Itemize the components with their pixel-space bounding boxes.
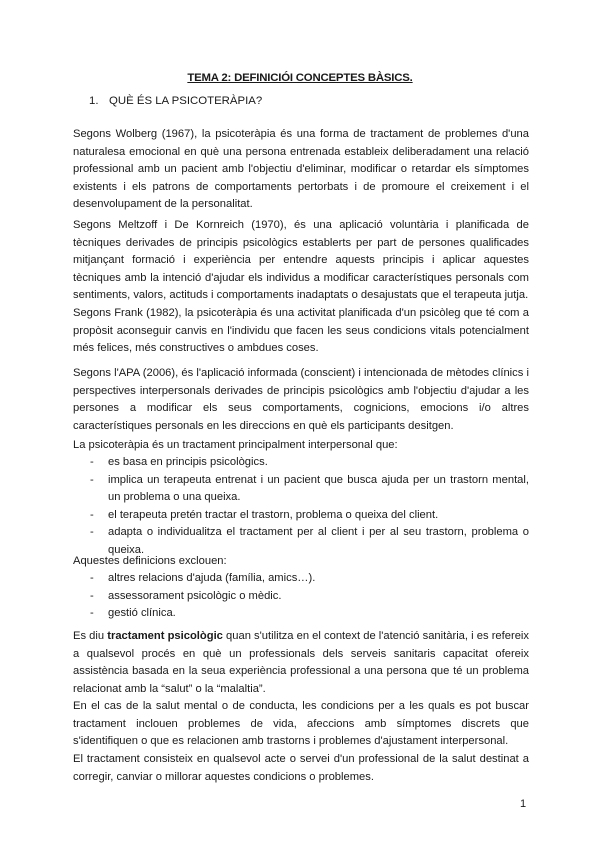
bullet-dash: - bbox=[90, 526, 94, 539]
list-item bbox=[73, 454, 529, 472]
paragraph-consists: El tractament consisteix en qualsevol acte o servei d'un professional de la salut destinat a corregir, canviar o millorar aquestes condicions o problemes. bbox=[73, 753, 529, 783]
section-heading bbox=[89, 95, 262, 107]
bullet-dash: - bbox=[90, 572, 94, 584]
paragraph-frank: Segons Frank (1982), la psicoteràpia és una activitat planificada d'un psicòleg que té com a propòsit aconseguir canvis en l'individu que facen les seus condicions vitals potencialment més felices, més constructives o ambdues coses. bbox=[73, 307, 529, 355]
paragraph-mental: En el cas de la salut mental o de conducta, les condicions per a les quals es pot buscar tractament inclouen problemes de vida, afeccions amb símptomes discrets que s'identifiquen o que es relacionen amb trastorns i problemes d'ajustament interpersonal. bbox=[73, 700, 529, 748]
features-list bbox=[73, 454, 529, 560]
paragraph-apa: Segons l'APA (2006), és l'aplicació informada (conscient) i intencionada de mètodes clínics i perspectives interpersonals derivades de principis psicològics amb l'objectiu d'ajudar a les persones a modificar els seus comportaments, cognicions, emocions i/o altres característiques personals en les direccions en què els participants desitgen. bbox=[73, 367, 529, 432]
list-item-text: adapta o individualitza el tractament per al client i per al seu trastorn, problema o queixa. bbox=[108, 526, 529, 556]
list-item-text: es basa en principis psicològics. bbox=[108, 456, 268, 468]
treatment-prefix: Es diu bbox=[73, 630, 108, 642]
list-item-text: implica un terapeuta entrenat i un pacient que busca ajuda per un trastorn mental, un problema o una queixa. bbox=[108, 473, 529, 504]
list-item bbox=[73, 588, 529, 606]
bullet-dash: - bbox=[90, 589, 94, 602]
list-item bbox=[73, 570, 529, 588]
paragraph-meltzoff: Segons Meltzoff i De Kornreich (1970), és una aplicació voluntària i planificada de tècniques derivades de principis psicològics establerts per part de persones qualificades mitjançant formació i experiència per entendre aquests principis i aplicar aquestes tècniques amb la intenció d'ajudar els individus a modificar característiques personals com sentiments, valors, actituds i comportaments inadaptats o desajustats que el terapeuta jutja. bbox=[73, 219, 529, 302]
section-heading-text: QUÈ ÉS LA PSICOTERÀPIA? bbox=[109, 95, 263, 107]
list-item bbox=[73, 472, 529, 507]
treatment-bold-term: tractament psicològic bbox=[107, 630, 223, 642]
list-item-text: el terapeuta pretén tractar el trastorn, problema o queixa del client. bbox=[108, 508, 439, 521]
bullet-dash: - bbox=[90, 508, 94, 521]
section-number: 1. bbox=[89, 95, 99, 107]
list-item bbox=[73, 507, 529, 525]
treatment-rest: quan s'utilitza en el context de l'atenció sanitària, i es refereix a qualsevol procés en què un professionals dels serveis sanitaris capacitat ofereix assistència basada en la seua experiència professional a una persona que té un problema relacionat amb la “salut” o la “malaltia”. bbox=[73, 630, 529, 695]
bullet-dash: - bbox=[90, 607, 94, 620]
excludes-list bbox=[73, 570, 529, 623]
paragraph-exclude-intro: Aquestes definicions exclouen: bbox=[73, 555, 227, 567]
page-number: 1 bbox=[520, 798, 527, 810]
document-title: TEMA 2: DEFINICIÓI CONCEPTES BÀSICS. bbox=[187, 72, 413, 84]
list-item-text: assessorament psicològic o mèdic. bbox=[108, 589, 282, 602]
list-item-text: gestió clínica. bbox=[108, 607, 176, 620]
bullet-dash: - bbox=[90, 456, 94, 468]
list-item bbox=[73, 605, 529, 623]
list-item-text: altres relacions d'ajuda (família, amics…). bbox=[108, 572, 316, 584]
bullet-dash: - bbox=[90, 473, 94, 486]
paragraph-intro-list: La psicoteràpia és un tractament principalment interpersonal que: bbox=[73, 439, 398, 451]
paragraph-wolberg: Segons Wolberg (1967), la psicoteràpia és una forma de tractament de problemes d'una naturalesa emocional en què una persona entrenada estableix deliberadament una relació professional amb un pacient amb l'objectiu d'eliminar, modificar o retardar els símptomes existents i els patrons de comportaments pertorbats i de promoure el creixement i el desenvolupament de la personalitat. bbox=[73, 128, 529, 211]
paragraph-treatment bbox=[73, 628, 529, 698]
